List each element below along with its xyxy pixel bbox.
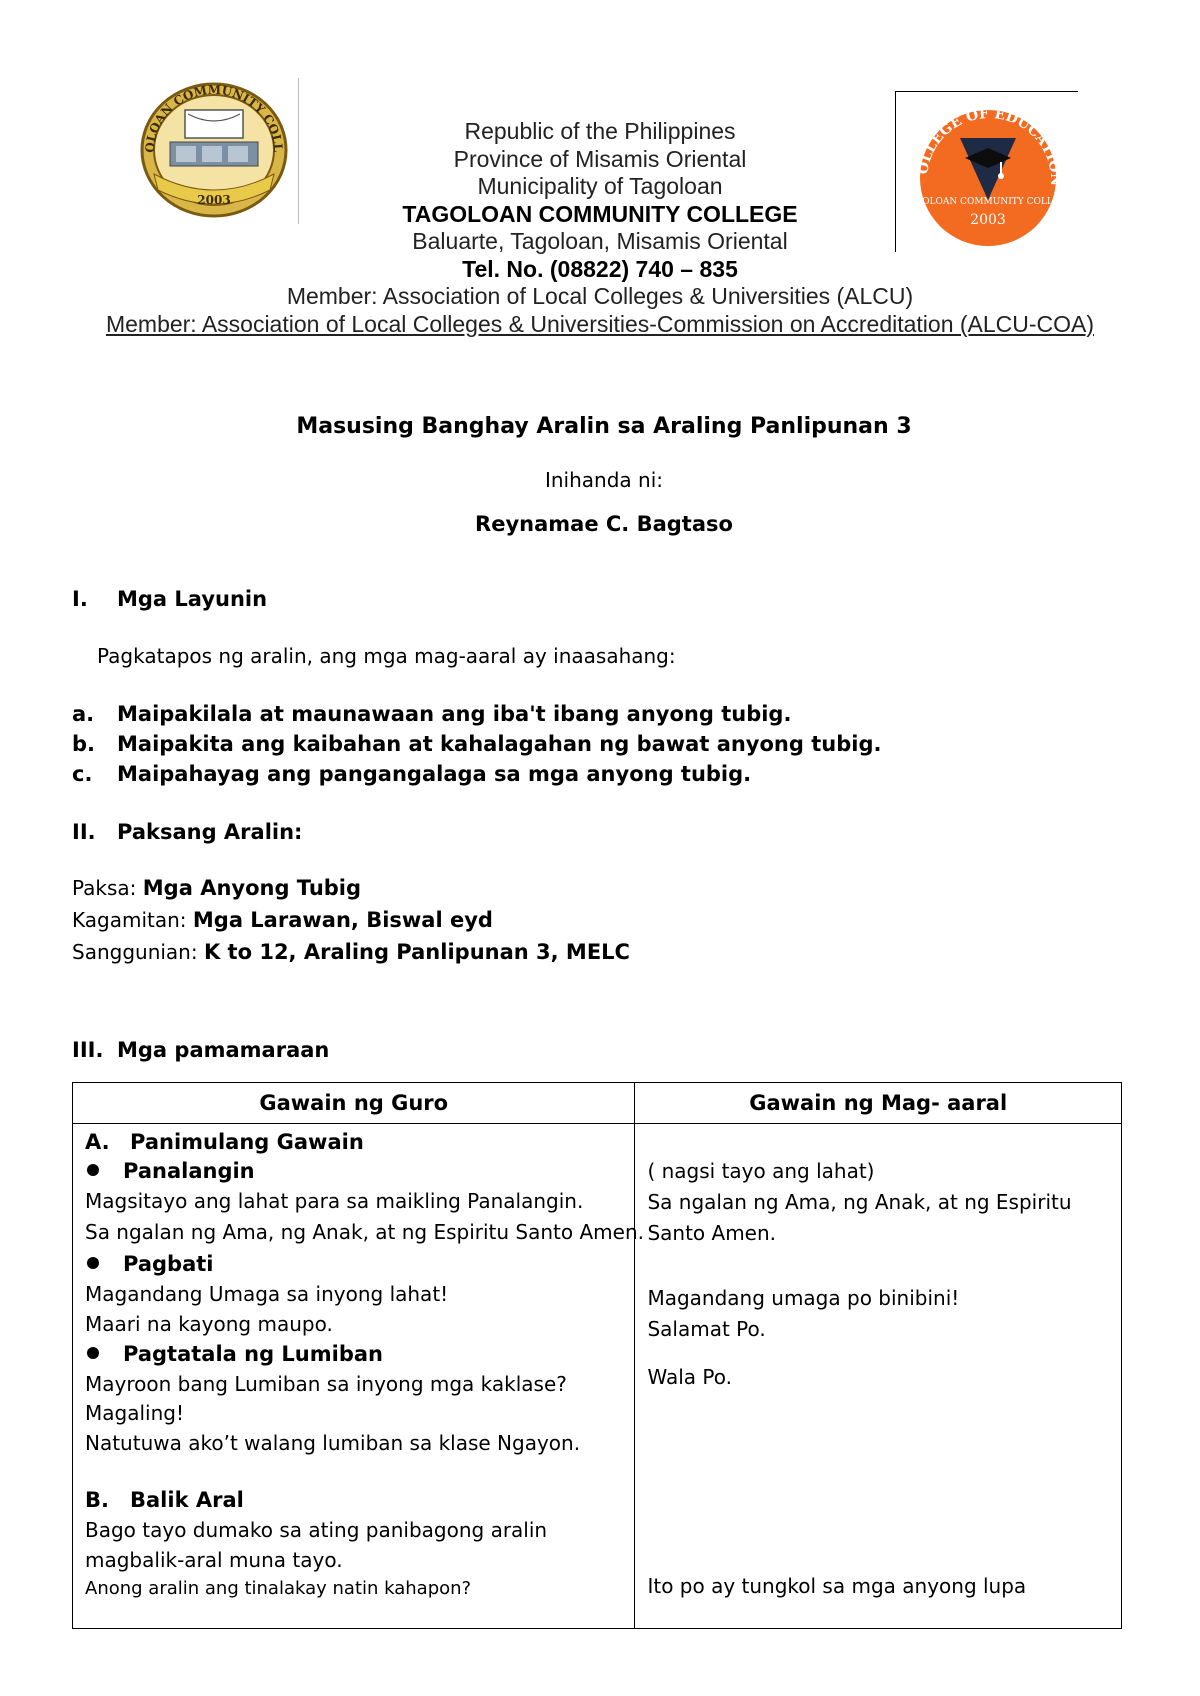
letterhead-republic: Republic of the Philippines <box>464 118 736 144</box>
teacher-line: Bago tayo dumako sa ating panibagong aralin <box>85 1518 548 1542</box>
student-line: Salamat Po. <box>647 1317 766 1341</box>
objective-item <box>72 702 791 726</box>
panalangin-label: Panalangin <box>123 1159 255 1183</box>
section-title: Mga Layunin <box>117 587 268 611</box>
kagamitan-label: Kagamitan: <box>72 908 187 932</box>
teacher-activities-cell <box>73 1124 644 1629</box>
objective-letter: b. <box>72 732 96 756</box>
pagtatala-heading <box>87 1342 383 1366</box>
objective-text: Maipahayag ang pangangalaga sa mga anyong tubig. <box>117 762 752 786</box>
student-line: Wala Po. <box>647 1365 732 1389</box>
section-number: II. <box>72 820 96 844</box>
teacher-line: Magandang Umaga sa inyong lahat! <box>85 1282 449 1306</box>
student-line: Sa ngalan ng Ama, ng Anak, at ng Espiritu <box>647 1190 1072 1214</box>
letterhead-telephone: Tel. No. (08822) 740 – 835 <box>462 255 738 282</box>
education-ring-text: OLLEGE OF EDUCATION <box>915 105 1064 187</box>
objective-item <box>72 732 881 756</box>
student-column-header: Gawain ng Mag- aaral <box>635 1083 1122 1124</box>
seal-year: 2003 <box>197 193 231 207</box>
teacher-column-header: Gawain ng Guro <box>73 1083 635 1124</box>
objective-text: Maipakita ang kaibahan at kahalagahan ng bawat anyong tubig. <box>117 732 882 756</box>
pagtatala-label: Pagtatala ng Lumiban <box>123 1342 383 1366</box>
section-title: Paksang Aralin: <box>117 820 303 844</box>
section-number: III. <box>72 1038 104 1062</box>
activity-letter: B. <box>85 1488 109 1512</box>
student-line: Ito po ay tungkol sa mga anyong lupa <box>647 1574 1027 1598</box>
paksa-value: Mga Anyong Tubig <box>142 876 362 900</box>
activity-b-heading <box>85 1488 244 1512</box>
objectives-intro: Pagkatapos ng aralin, ang mga mag-aaral ay inaasahang: <box>97 644 676 668</box>
letterhead-province: Province of Misamis Oriental <box>453 145 747 172</box>
student-activities-cell <box>635 1124 1122 1629</box>
procedure-table <box>72 1082 1122 1629</box>
letterhead-municipality: Municipality of Tagoloan <box>477 173 723 199</box>
objective-text: Maipakilala at maunawaan ang iba't ibang anyong tubig. <box>117 702 792 726</box>
objective-item <box>72 762 751 786</box>
letterhead <box>0 118 1200 338</box>
education-year: 2003 <box>970 212 1006 228</box>
teacher-line: Sa ngalan ng Ama, ng Anak, at ng Espiritu Santo Amen. <box>85 1220 644 1244</box>
bullet-icon <box>87 1347 99 1359</box>
bullet-icon <box>87 1164 99 1176</box>
teacher-line: magbalik-aral muna tayo. <box>85 1548 343 1572</box>
pagbati-label: Pagbati <box>123 1252 214 1276</box>
teacher-line: Anong aralin ang tinalakay natin kahapon? <box>85 1578 472 1599</box>
section-layunin-heading <box>72 587 267 611</box>
panalangin-heading <box>87 1159 255 1183</box>
teacher-line: Magaling! <box>85 1401 184 1425</box>
sanggunian-row <box>72 940 630 964</box>
objective-letter: c. <box>72 762 93 786</box>
paksa-label: Paksa: <box>72 876 137 900</box>
student-line: Magandang umaga po binibini! <box>647 1286 960 1310</box>
activity-title: Panimulang Gawain <box>130 1130 364 1154</box>
teacher-line: Natutuwa ako’t walang lumiban sa klase Ngayon. <box>85 1431 581 1455</box>
seal-ring-text: OLOAN COMMUNITY COLL <box>142 82 286 154</box>
teacher-line: Mayroon bang Lumiban sa inyong mga kaklase? <box>85 1372 567 1396</box>
letterhead-address: Baluarte, Tagoloan, Misamis Oriental <box>412 228 788 254</box>
section-number: I. <box>72 587 88 611</box>
author-name: Reynamae C. Bagtaso <box>475 512 733 536</box>
activity-a-heading <box>85 1130 364 1154</box>
letterhead-college-name: TAGOLOAN COMMUNITY COLLEGE <box>402 200 798 227</box>
activity-title: Balik Aral <box>130 1488 244 1512</box>
activity-letter: A. <box>85 1130 110 1154</box>
objective-letter: a. <box>72 702 95 726</box>
paksa-row <box>72 876 361 900</box>
section-paksang-aralin-heading <box>72 820 302 844</box>
sanggunian-value: K to 12, Araling Panlipunan 3, MELC <box>203 940 630 964</box>
section-title: Mga pamamaraan <box>117 1038 330 1062</box>
student-line: Santo Amen. <box>647 1221 777 1245</box>
kagamitan-row <box>72 908 493 932</box>
lesson-plan-title: Masusing Banghay Aralin sa Araling Panlipunan 3 <box>296 414 912 439</box>
student-line: ( nagsi tayo ang lahat) <box>647 1159 875 1183</box>
education-inner-text: TAGOLOAN COMMUNITY COLLEGE <box>905 197 1071 207</box>
teacher-line: Magsitayo ang lahat para sa maikling Panalangin. <box>85 1189 584 1213</box>
prepared-by-label: Inihanda ni: <box>544 468 664 492</box>
kagamitan-value: Mga Larawan, Biswal eyd <box>192 908 493 932</box>
letterhead-member-alcu-coa: Member: Association of Local Colleges & Universities-Commission on Accreditation (ALCU-COA) <box>105 310 1095 337</box>
letterhead-member-alcu: Member: Association of Local Colleges & Universities (ALCU) <box>286 283 914 309</box>
bullet-icon <box>87 1257 99 1269</box>
section-pamamaraan-heading <box>72 1038 329 1062</box>
sanggunian-label: Sanggunian: <box>72 940 198 964</box>
teacher-line: Maari na kayong maupo. <box>85 1312 333 1336</box>
pagbati-heading <box>87 1252 213 1276</box>
